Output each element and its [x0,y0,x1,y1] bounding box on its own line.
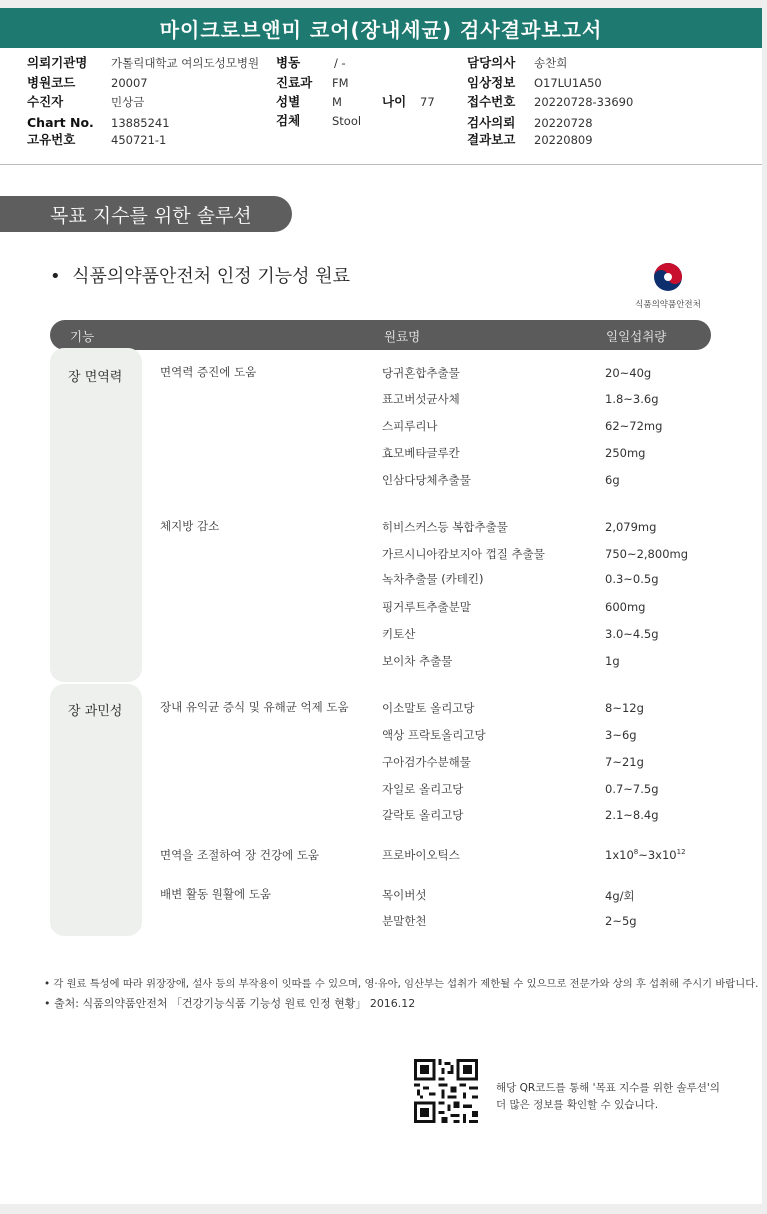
info-label: 성별 [276,94,301,109]
info-value: / - [334,56,346,70]
info-label: 의뢰기관명 [27,55,88,70]
qr-caption [496,1080,720,1114]
info-value: 민상금 [111,95,145,109]
dose-value: 2.1~8.4g [605,808,659,822]
dose-value: 20~40g [605,366,652,380]
info-label: 임상정보 [467,75,516,90]
material-name: 가르시니아캄보지아 껍질 추출물 [382,547,545,561]
function-label: 배변 활동 원활에 도움 [160,887,271,901]
material-name: 분말한천 [382,914,427,928]
qr-caption-line: 더 많은 정보를 확인할 수 있습니다. [496,1099,659,1111]
material-name: 키토산 [382,627,416,641]
function-label: 장내 유익균 증식 및 유해균 억제 도움 [160,700,349,714]
dose-base: 1x10 [605,848,634,862]
info-value: FM [332,76,349,90]
dose-value [605,848,686,862]
material-name: 히비스커스등 복합추출물 [382,520,508,534]
qr-caption-line: 해당 QR코드를 통해 '목표 지수를 위한 솔루션'의 [496,1082,720,1094]
dose-value: 0.7~7.5g [605,782,659,796]
patient-info [0,50,762,164]
bottom-frame [0,1204,767,1214]
agency-emblem [622,262,714,310]
report-title: 마이크로브앤미 코어(장내세균) 검사결과보고서 [0,8,762,48]
function-label: 면역력 증진에 도움 [160,365,257,379]
material-name: 보이차 추출물 [382,654,453,668]
dose-value: 2~5g [605,914,637,928]
footnote-source: • 출처: 식품의약품안전처 「건강기능식품 기능성 원료 인정 현황」 2016.12 [44,997,416,1010]
material-name: 갈락토 올리고당 [382,808,464,822]
footnote-warning: • 각 원료 특성에 따라 위장장애, 설사 등의 부작용이 잇따를 수 있으며, 영·유아, 임산부는 섭취가 제한될 수 있으므로 전문가와 상의 후 섭취해 주시기 바랍니다. [44,978,759,990]
material-name: 스피루리나 [382,419,438,433]
dose-value: 4g/회 [605,889,635,903]
dose-exponent: 12 [676,848,686,857]
info-value: Stool [332,114,362,128]
section-title: 목표 지수를 위한 솔루션 [0,196,292,232]
category-label: 장 과민성 [68,704,123,719]
header-material: 원료명 [384,329,421,344]
header-function: 기능 [70,329,95,344]
material-name: 표고버섯균사체 [382,392,460,406]
info-value: 450721-1 [111,133,167,147]
right-frame [762,0,767,1214]
info-label: 진료과 [276,75,313,90]
dose-value: 8~12g [605,701,644,715]
dose-value: 7~21g [605,755,644,769]
material-name: 목이버섯 [382,888,427,902]
bullet: • [50,266,61,287]
subsection-title-text: 식품의약품안전처 인정 기능성 원료 [72,266,351,287]
material-name: 이소말토 올리고당 [382,701,475,715]
info-value: 20007 [111,76,148,90]
function-label: 체지방 감소 [160,519,220,533]
dose-value: 750~2,800mg [605,547,689,561]
dose-value: 1.8~3.6g [605,392,659,406]
dose-value: 600mg [605,600,646,614]
category-label: 장 면역력 [68,370,123,385]
material-name: 효모베타글루칸 [382,446,460,460]
info-value: 13885241 [111,116,170,130]
info-value: 20220728 [534,116,593,130]
footnotes [44,974,758,1014]
material-name: 인삼다당체추출물 [382,473,471,487]
qr-code-icon[interactable] [414,1059,478,1123]
info-value: 20220728-33690 [534,95,634,109]
info-label: 접수번호 [467,94,516,109]
dose-value: 3~6g [605,728,637,742]
agency-label: 식품의약품안전처 [635,300,701,310]
info-value: M [332,95,342,109]
info-value: 송찬희 [534,56,568,70]
header-dose: 일일섭취량 [606,329,667,344]
dose-value: 6g [605,473,620,487]
dose-value: 250mg [605,446,646,460]
info-label: 검사의뢰 [467,115,516,130]
info-label: 병원코드 [27,75,76,90]
info-value: 20220809 [534,133,593,147]
divider [0,164,762,165]
info-value: O17LU1A50 [534,76,602,90]
info-label: 검체 [276,113,301,128]
info-label: 나이 [382,94,407,109]
info-value: 77 [420,95,435,109]
info-label: 병동 [276,55,301,70]
dose-value: 3.0~4.5g [605,627,659,641]
info-value: 가톨릭대학교 여의도성모병원 [111,56,260,70]
info-label: 수진자 [27,94,64,109]
material-name: 구아검가수분해물 [382,755,471,769]
info-label: 결과보고 [467,132,516,147]
table-header [50,320,711,350]
taegeuk-emblem-icon [653,262,683,292]
category-panel-sensitivity [50,684,142,936]
material-name: 당귀혼합추출물 [382,366,460,380]
material-name: 녹차추출물 (카테킨) [382,572,484,586]
info-label: 고유번호 [27,132,76,147]
dose-value: 1g [605,654,620,668]
subsection-title [50,262,350,288]
material-name: 자일로 올리고당 [382,782,464,796]
top-frame [0,0,767,8]
info-label: Chart No. [27,115,94,130]
material-name: 액상 프락토올리고당 [382,728,486,742]
dose-value: 2,079mg [605,520,657,534]
material-name: 핑거루트추출분말 [382,600,471,614]
dose-value: 62~72mg [605,419,663,433]
dose-range: ~3x10 [638,848,677,862]
info-label: 담당의사 [467,55,516,70]
function-label: 면역을 조절하여 장 건강에 도움 [160,848,320,862]
category-panel-immunity [50,348,142,682]
dose-exponent: 8 [633,848,639,857]
dose-value: 0.3~0.5g [605,572,659,586]
material-name: 프로바이오틱스 [382,848,460,862]
